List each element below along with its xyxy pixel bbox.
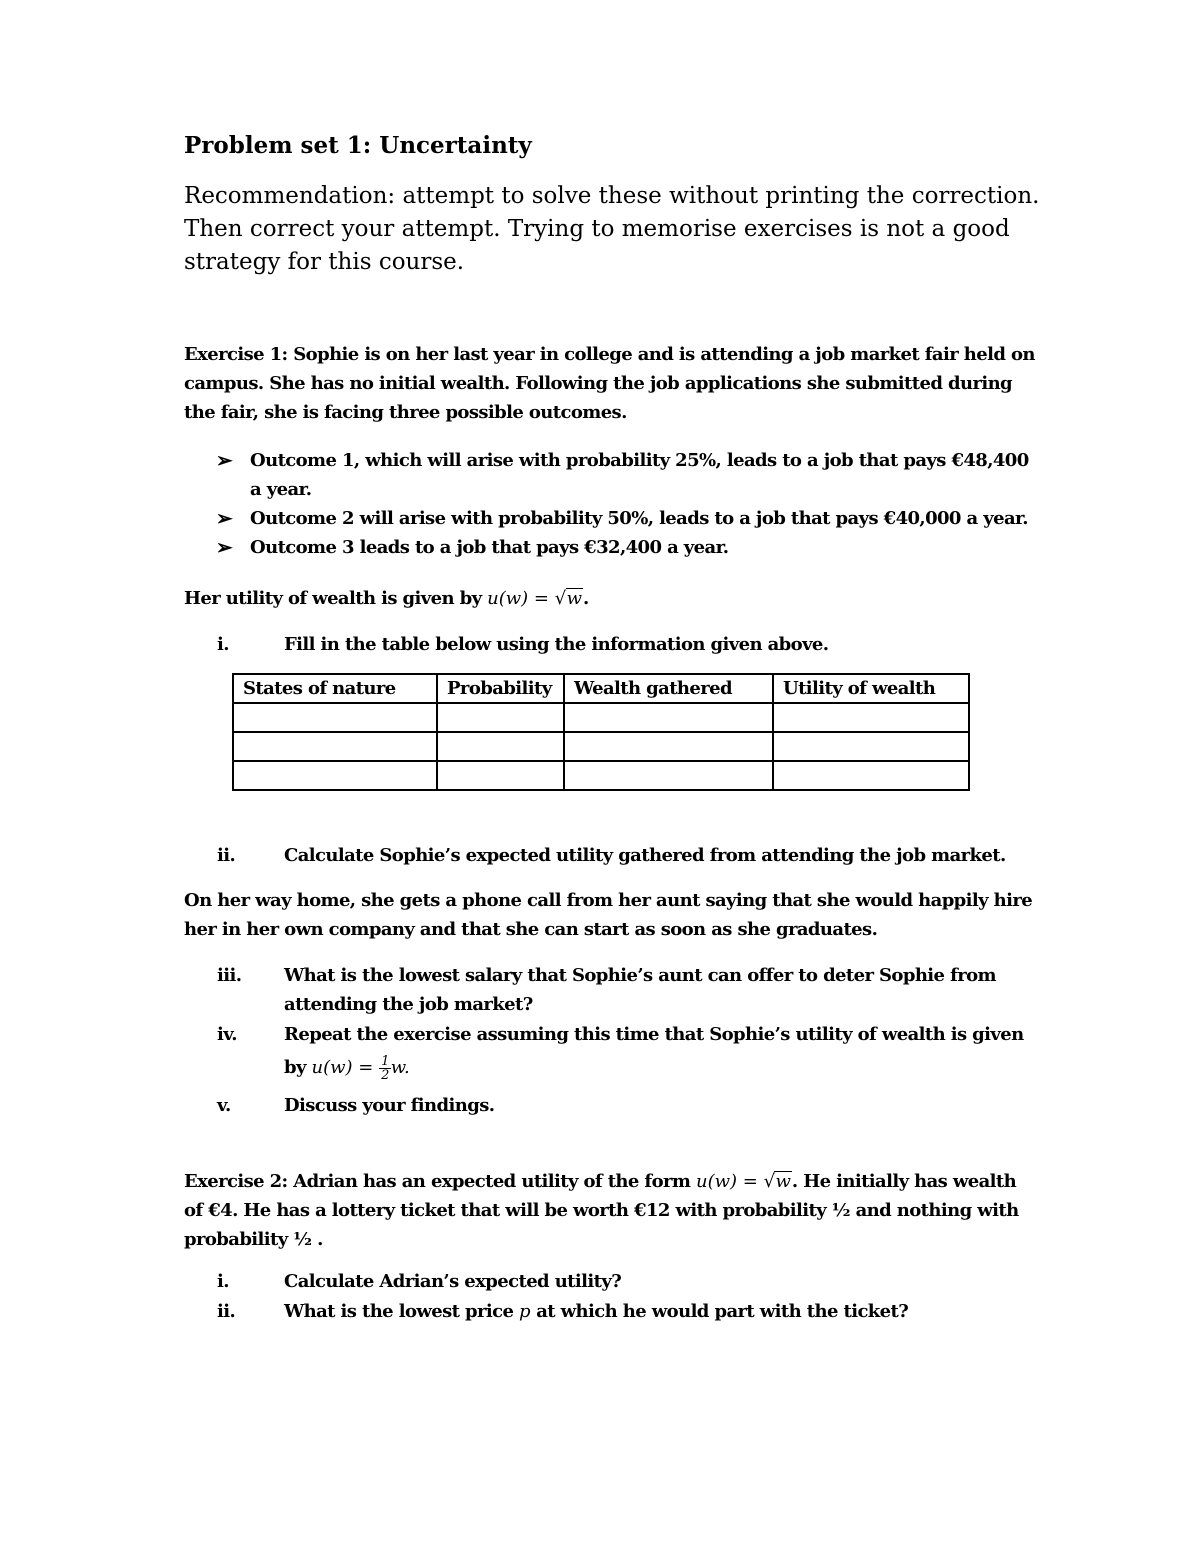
aunt-line: On her way home, she gets a phone call from her aunt saying that she would happily hire [184, 890, 1033, 911]
utility-radicand: w [566, 588, 583, 609]
utility-statement [184, 584, 1018, 613]
table-row [233, 703, 969, 732]
arrow-bullet-icon: ➢ [216, 448, 233, 472]
aunt-line: her in her own company and that she can start as soon as she graduates. [184, 919, 878, 940]
question-text: Fill in the table below using the information given above. [284, 634, 829, 655]
outcome-2: Outcome 2 will arise with probability 50%, leads to a job that pays €40,000 a year. [250, 508, 1028, 529]
arrow-bullet-icon: ➢ [216, 506, 233, 530]
question-text: Calculate Sophie’s expected utility gathered from attending the job market. [284, 845, 1006, 866]
exercise2-text: Adrian has an expected utility of the form [293, 1171, 696, 1192]
utility-end: . [583, 588, 589, 609]
utility-radicand: w [775, 1171, 791, 1192]
recommendation-line: Recommendation: attempt to solve these without printing the correction. [184, 183, 1040, 209]
by-text: by [284, 1057, 312, 1078]
price-variable: p [519, 1301, 531, 1322]
outcome-list [216, 446, 1029, 562]
question-text: Discuss your findings. [284, 1095, 495, 1116]
list-item [216, 533, 1026, 562]
exercise2-label: Exercise 2: [184, 1171, 288, 1192]
question-text: What is the lowest salary that Sophie’s aunt can offer to deter Sophie from [284, 965, 996, 986]
page-title: Problem set 1: Uncertainty [184, 132, 532, 159]
question-text: Repeat the exercise assuming this time that Sophie’s utility of wealth is given [284, 1024, 1024, 1045]
question-text: What is the lowest price [284, 1301, 519, 1322]
fraction [379, 1055, 391, 1082]
exercise2-text: . He initially has wealth [791, 1171, 1017, 1192]
exercise2-line: of €4. He has a lottery ticket that will be worth €12 with probability ½ and nothing with [184, 1200, 1019, 1221]
table-cell[interactable] [773, 703, 969, 732]
table-cell[interactable] [773, 732, 969, 761]
outcome-1-line1: Outcome 1, which will arise with probability 25%, leads to a job that pays €48,400 [250, 450, 1029, 471]
utility-function: u(w) = [695, 1171, 764, 1192]
table-header-row [233, 674, 969, 703]
question-number: iv. [217, 1024, 237, 1045]
table-cell[interactable] [773, 761, 969, 790]
utility-function: u(w) = [487, 588, 555, 609]
table-cell[interactable] [437, 703, 564, 732]
question-text: attending the job market? [284, 994, 533, 1015]
utility-text: Her utility of wealth is given by [184, 588, 488, 609]
question-text: Calculate Adrian’s expected utility? [284, 1271, 622, 1292]
table-row [233, 761, 969, 790]
table-cell[interactable] [564, 703, 773, 732]
question-number: ii. [217, 845, 236, 866]
arrow-bullet-icon: ➢ [216, 535, 233, 559]
table-cell[interactable] [564, 732, 773, 761]
outcome-table [232, 673, 970, 791]
table-cell[interactable] [437, 761, 564, 790]
column-header: Probability [437, 674, 564, 703]
column-header: Wealth gathered [564, 674, 773, 703]
utility-tail: w. [390, 1057, 410, 1078]
question-number: i. [217, 1271, 229, 1292]
question-number: ii. [217, 1301, 236, 1322]
exercise1-intro [184, 340, 1035, 427]
column-header: Utility of wealth [773, 674, 969, 703]
exercise1-intro-line: Sophie is on her last year in college and is attending a job market fair held on [293, 344, 1035, 365]
sqrt-icon: √ [763, 1171, 775, 1192]
aunt-paragraph [184, 886, 1033, 944]
utility-function: u(w) = [311, 1057, 380, 1078]
fraction-numerator: 1 [381, 1053, 389, 1069]
exercise1-intro-line: the fair, she is facing three possible outcomes. [184, 402, 627, 423]
question-number: i. [217, 634, 229, 655]
question-number: v. [217, 1095, 231, 1116]
table-cell[interactable] [437, 732, 564, 761]
column-header: States of nature [233, 674, 437, 703]
fraction-denominator: 2 [381, 1067, 389, 1083]
table-row [233, 732, 969, 761]
list-item [216, 504, 1026, 533]
exercise2-intro [184, 1167, 1018, 1254]
table-cell[interactable] [233, 732, 437, 761]
exercise1-intro-line: campus. She has no initial wealth. Following the job applications she submitted during [184, 373, 1013, 394]
list-item [216, 446, 1029, 504]
table-cell[interactable] [564, 761, 773, 790]
exercise2-line: probability ½ . [184, 1229, 323, 1250]
recommendation-line: Then correct your attempt. Trying to memorise exercises is not a good [184, 216, 1010, 242]
question-number: iii. [217, 965, 242, 986]
table-cell[interactable] [233, 761, 437, 790]
exercise1-label: Exercise 1: [184, 344, 288, 365]
sqrt-icon: √ [554, 588, 566, 609]
question-text: at which he would part with the ticket? [530, 1301, 909, 1322]
table-cell[interactable] [233, 703, 437, 732]
recommendation [184, 180, 1040, 279]
recommendation-line: strategy for this course. [184, 249, 465, 275]
outcome-1-line2: a year. [250, 479, 312, 500]
outcome-3: Outcome 3 leads to a job that pays €32,400 a year. [250, 537, 729, 558]
